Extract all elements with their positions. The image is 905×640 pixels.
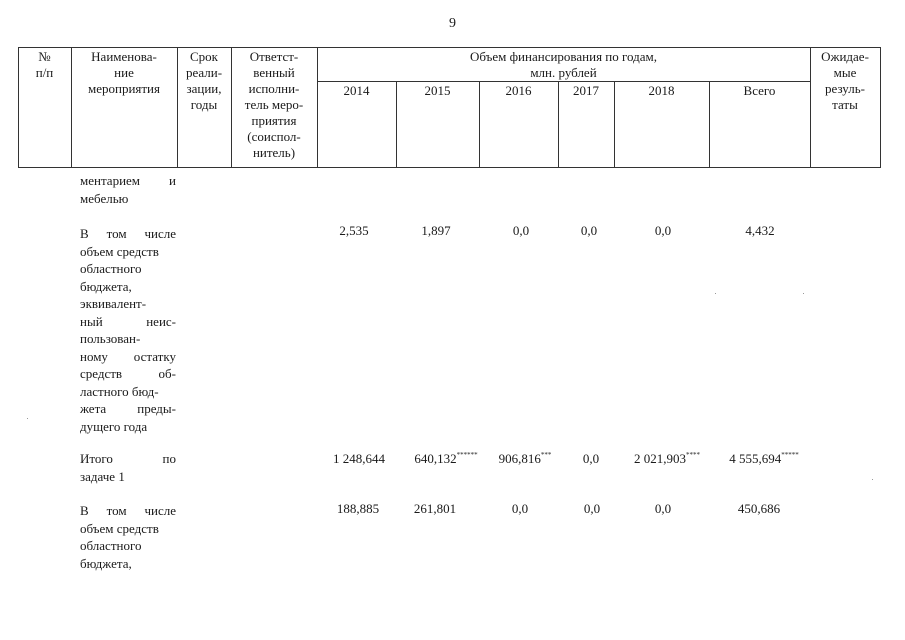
value-2016: 906,816*** [498, 451, 552, 466]
header-col-number: № п/п [35, 49, 54, 80]
col-border [880, 47, 881, 168]
header-top-border [18, 47, 880, 48]
value-2015: 1,897 [421, 223, 451, 238]
value-total: 4 555,694***** [729, 451, 799, 466]
header-col-responsible: Ответст- венный исполни- тель меро- приятия (соиспол- нитель) [244, 49, 304, 160]
footnote-mark: ***** [781, 451, 799, 459]
year-2016: 2016 [505, 83, 532, 98]
page-number: 9 [449, 16, 456, 31]
value-2016: 0,0 [512, 223, 530, 238]
value-2014: 2,535 [339, 223, 369, 238]
footnote-mark: ****** [456, 451, 478, 459]
scan-speck [872, 479, 873, 480]
scan-speck [27, 418, 28, 419]
scan-speck [803, 293, 804, 294]
value-2018: 0,0 [654, 501, 672, 516]
value-2014: 1 248,644 [333, 451, 385, 466]
funding-subheader-border [317, 81, 810, 82]
footnote-mark: **** [686, 451, 700, 459]
row-name-continuation: ментарием и мебелью [80, 173, 176, 206]
row-name-oblast-unused: В том числе объем средств областного бюджета, эквивалент- ный неис- пользован- ному остатку средств об- ластного бюд- жета преды- дущего года [80, 226, 176, 434]
value-2016: 0,0 [511, 501, 529, 516]
header-col-funding: Объем финансирования по годам, млн. рублей [469, 49, 658, 80]
value-2015: 640,132****** [414, 451, 478, 466]
value-2017: 0,0 [580, 223, 598, 238]
value-2017: 0,0 [582, 451, 600, 466]
value-2014: 188,885 [336, 501, 380, 516]
header-col-name: Наименова- ние мероприятия [87, 49, 160, 96]
footnote-mark: *** [540, 451, 552, 459]
header-col-term: Срок реали- зации, годы [185, 49, 223, 112]
header-col-expected: Ожидае- мые резуль- таты [821, 49, 869, 112]
row-name-oblast-budget: В том числе объем средств областного бюджета, [80, 503, 176, 571]
value-2018: 0,0 [654, 223, 672, 238]
value-2015: 261,801 [413, 501, 457, 516]
year-total: Всего [743, 83, 776, 98]
value-total: 4,432 [745, 223, 775, 238]
value-total: 450,686 [737, 501, 781, 516]
header-bottom-border [18, 167, 880, 168]
value-2017: 0,0 [583, 501, 601, 516]
value-2018: 2 021,903**** [634, 451, 700, 466]
year-2018: 2018 [648, 83, 675, 98]
year-2014: 2014 [343, 83, 370, 98]
year-2017: 2017 [573, 83, 599, 98]
scan-speck [715, 293, 716, 294]
row-name-task-total: Итого по задаче 1 [80, 451, 176, 484]
year-2015: 2015 [424, 83, 451, 98]
